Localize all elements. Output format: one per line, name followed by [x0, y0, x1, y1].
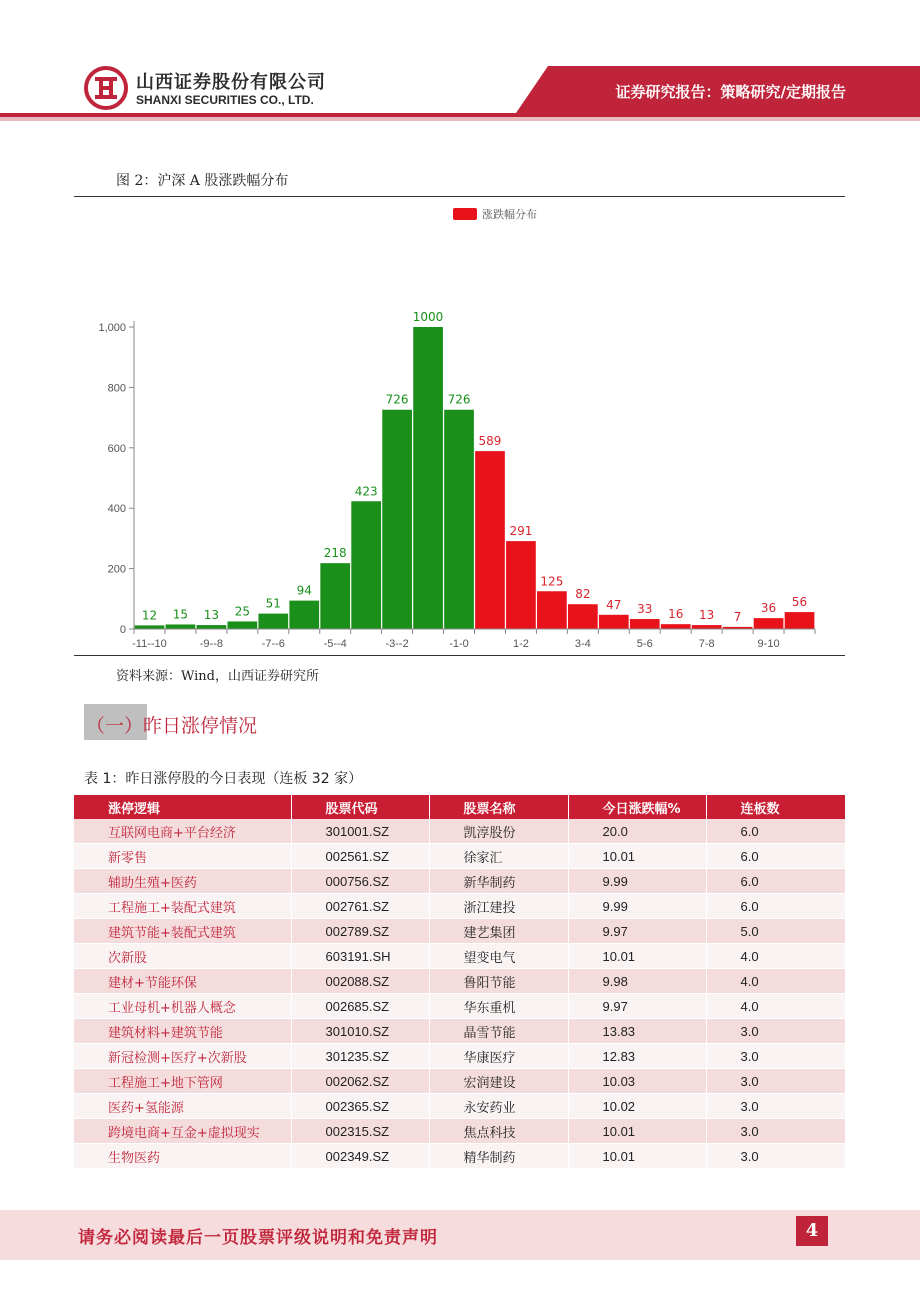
bar — [568, 604, 598, 629]
bar — [444, 410, 474, 629]
x-tick-label: -9--8 — [199, 638, 224, 650]
bar-value-label: 125 — [540, 574, 564, 589]
bar — [289, 601, 319, 629]
logic-cell: 次新股 — [74, 944, 291, 969]
logic-cell: 新冠检测+医疗+次新股 — [74, 1044, 291, 1069]
name-cell: 徐家汇 — [429, 844, 568, 869]
bar — [258, 614, 288, 629]
code-cell: 002365.SZ — [291, 1094, 429, 1119]
code-cell: 301001.SZ — [291, 819, 429, 844]
change-cell: 13.83 — [568, 1019, 706, 1044]
code-cell: 002062.SZ — [291, 1069, 429, 1094]
bar — [135, 625, 165, 629]
logic-cell: 工程施工+装配式建筑 — [74, 894, 291, 919]
x-tick-label: 1-2 — [512, 638, 529, 650]
bar-value-label: 12 — [141, 608, 158, 623]
bar-value-label: 726 — [447, 392, 471, 407]
col-header-name: 股票名称 — [429, 795, 568, 819]
col-header-change: 今日涨跌幅% — [568, 795, 706, 819]
code-cell: 002349.SZ — [291, 1144, 429, 1169]
table-header-row — [74, 795, 845, 819]
bar — [166, 624, 196, 629]
code-cell: 002789.SZ — [291, 919, 429, 944]
streak-cell: 3.0 — [706, 1069, 845, 1094]
change-cell: 9.99 — [568, 894, 706, 919]
bar — [692, 625, 722, 629]
streak-cell: 6.0 — [706, 869, 845, 894]
company-name-cn: 山西证券股份有限公司 — [136, 72, 326, 93]
y-tick-label: 0 — [119, 624, 126, 636]
name-cell: 鲁阳节能 — [429, 969, 568, 994]
bar — [320, 563, 350, 629]
bar — [661, 624, 691, 629]
x-tick-label: 5-6 — [636, 638, 653, 650]
logic-cell: 辅助生殖+医药 — [74, 869, 291, 894]
code-cell: 002561.SZ — [291, 844, 429, 869]
code-cell: 000756.SZ — [291, 869, 429, 894]
bar-value-label: 94 — [296, 583, 312, 598]
logic-cell: 医药+氢能源 — [74, 1094, 291, 1119]
figure-title: 图 2：沪深 A 股涨跌幅分布 — [116, 173, 289, 189]
name-cell: 望变电气 — [429, 944, 568, 969]
bar-value-label: 291 — [509, 524, 533, 539]
bar — [630, 619, 660, 629]
bar — [599, 615, 629, 629]
table-row — [74, 1069, 845, 1094]
logic-cell: 新零售 — [74, 844, 291, 869]
table-row — [74, 1144, 845, 1169]
logic-cell: 互联网电商+平台经济 — [74, 819, 291, 844]
change-cell: 9.97 — [568, 994, 706, 1019]
logic-cell: 工业母机+机器人概念 — [74, 994, 291, 1019]
x-tick-label: -7--6 — [261, 638, 285, 650]
logic-cell: 建筑节能+装配式建筑 — [74, 919, 291, 944]
x-tick-label: -1-0 — [449, 638, 469, 650]
figure-bottom-rule — [74, 655, 845, 656]
section-heading: （一）昨日涨停情况 — [86, 715, 258, 737]
name-cell: 凯淳股份 — [429, 819, 568, 844]
bar-value-label: 82 — [575, 587, 591, 602]
streak-cell: 4.0 — [706, 994, 845, 1019]
logic-cell: 建材+节能环保 — [74, 969, 291, 994]
table-row — [74, 944, 845, 969]
streak-cell: 3.0 — [706, 1094, 845, 1119]
company-name-en: SHANXI SECURITIES CO., LTD. — [136, 93, 314, 107]
bar-value-label: 33 — [637, 602, 653, 617]
change-cell: 10.03 — [568, 1069, 706, 1094]
bar — [754, 618, 784, 629]
change-cell: 9.98 — [568, 969, 706, 994]
streak-cell: 5.0 — [706, 919, 845, 944]
table-row — [74, 869, 845, 894]
logic-cell: 跨境电商+互金+虚拟现实 — [74, 1119, 291, 1144]
change-cell: 9.97 — [568, 919, 706, 944]
name-cell: 新华制药 — [429, 869, 568, 894]
code-cell: 301010.SZ — [291, 1019, 429, 1044]
logic-cell: 生物医药 — [74, 1144, 291, 1169]
code-cell: 002088.SZ — [291, 969, 429, 994]
page-header — [0, 0, 920, 125]
bar-value-label: 51 — [265, 596, 281, 611]
bar — [475, 451, 505, 629]
name-cell: 焦点科技 — [429, 1119, 568, 1144]
x-tick-label: -5--4 — [323, 638, 347, 650]
change-cell: 10.01 — [568, 844, 706, 869]
bar-value-label: 13 — [699, 608, 715, 623]
code-cell: 002315.SZ — [291, 1119, 429, 1144]
bar-value-label: 7 — [733, 609, 742, 624]
bar-value-label: 13 — [203, 608, 220, 623]
bar-value-label: 36 — [760, 601, 777, 616]
table-row — [74, 1044, 845, 1069]
bar — [413, 327, 443, 629]
table-row — [74, 994, 845, 1019]
bar-value-label: 726 — [385, 392, 409, 407]
bar-value-label: 218 — [323, 546, 347, 561]
bar — [537, 591, 567, 629]
name-cell: 华东重机 — [429, 994, 568, 1019]
code-cell: 002685.SZ — [291, 994, 429, 1019]
distribution-bar-chart — [74, 200, 845, 655]
bar — [351, 501, 381, 629]
name-cell: 永安药业 — [429, 1094, 568, 1119]
company-logo-icon — [84, 66, 128, 110]
table-row — [74, 1119, 845, 1144]
table-row — [74, 844, 845, 869]
name-cell: 浙江建投 — [429, 894, 568, 919]
bar-value-label: 16 — [668, 607, 684, 622]
bar — [785, 612, 815, 629]
bar-value-label: 423 — [354, 484, 378, 499]
streak-cell: 3.0 — [706, 1044, 845, 1069]
y-tick-label: 400 — [107, 503, 126, 516]
logic-cell: 工程施工+地下管网 — [74, 1069, 291, 1094]
name-cell: 宏润建设 — [429, 1069, 568, 1094]
streak-cell: 4.0 — [706, 944, 845, 969]
streak-cell: 4.0 — [706, 969, 845, 994]
bar — [227, 621, 257, 629]
page-number: 4 — [796, 1216, 828, 1246]
change-cell: 10.01 — [568, 1119, 706, 1144]
table-row — [74, 1019, 845, 1044]
table-row — [74, 969, 845, 994]
table-row — [74, 819, 845, 844]
legend-swatch — [453, 208, 477, 220]
x-tick-label: 3-4 — [574, 638, 591, 650]
change-cell: 9.99 — [568, 869, 706, 894]
report-type: 证券研究报告：策略研究/定期报告 — [615, 83, 846, 101]
table-title: 表 1：昨日涨停股的今日表现（连板 32 家） — [84, 771, 363, 787]
bar-value-label: 589 — [478, 434, 502, 449]
streak-cell: 3.0 — [706, 1019, 845, 1044]
streak-cell: 6.0 — [706, 894, 845, 919]
bar — [506, 541, 536, 629]
streak-cell: 3.0 — [706, 1144, 845, 1169]
code-cell: 301235.SZ — [291, 1044, 429, 1069]
figure-source: 资料来源：Wind，山西证券研究所 — [116, 669, 319, 684]
footer-disclaimer: 请务必阅读最后一页股票评级说明和免责声明 — [78, 1228, 438, 1248]
streak-cell: 3.0 — [706, 1119, 845, 1144]
y-tick-label: 600 — [107, 442, 126, 455]
bar — [197, 625, 227, 629]
limit-up-table — [74, 795, 846, 1169]
x-tick-label: 9-10 — [757, 638, 780, 650]
code-cell: 603191.SH — [291, 944, 429, 969]
x-tick-label: -11--10 — [132, 638, 167, 650]
change-cell: 12.83 — [568, 1044, 706, 1069]
y-tick-label: 800 — [107, 382, 126, 395]
bar-value-label: 1000 — [412, 310, 444, 324]
table-row — [74, 919, 845, 944]
table-row — [74, 1094, 845, 1119]
x-tick-label: -3--2 — [385, 638, 409, 650]
name-cell: 精华制药 — [429, 1144, 568, 1169]
change-cell: 10.01 — [568, 1144, 706, 1169]
change-cell: 10.01 — [568, 944, 706, 969]
legend-label: 涨跌幅分布 — [482, 208, 537, 221]
table-body — [74, 819, 845, 1169]
figure-top-rule — [74, 196, 845, 197]
name-cell: 华康医疗 — [429, 1044, 568, 1069]
change-cell: 20.0 — [568, 819, 706, 844]
bar-value-label: 47 — [606, 597, 622, 612]
y-tick-label: 200 — [107, 563, 126, 576]
y-tick-label: 1,000 — [98, 322, 126, 334]
code-cell: 002761.SZ — [291, 894, 429, 919]
name-cell: 建艺集团 — [429, 919, 568, 944]
streak-cell: 6.0 — [706, 844, 845, 869]
change-cell: 10.02 — [568, 1094, 706, 1119]
logic-cell: 建筑材料+建筑节能 — [74, 1019, 291, 1044]
col-header-streak: 连板数 — [706, 795, 845, 819]
bar-value-label: 56 — [791, 595, 808, 610]
col-header-logic: 涨停逻辑 — [74, 795, 291, 819]
bar-value-label: 15 — [172, 607, 189, 622]
name-cell: 晶雪节能 — [429, 1019, 568, 1044]
bar-value-label: 25 — [234, 604, 250, 619]
streak-cell: 6.0 — [706, 819, 845, 844]
x-tick-label: 7-8 — [698, 638, 715, 650]
bar — [382, 410, 412, 629]
table-row — [74, 894, 845, 919]
col-header-code: 股票代码 — [291, 795, 429, 819]
